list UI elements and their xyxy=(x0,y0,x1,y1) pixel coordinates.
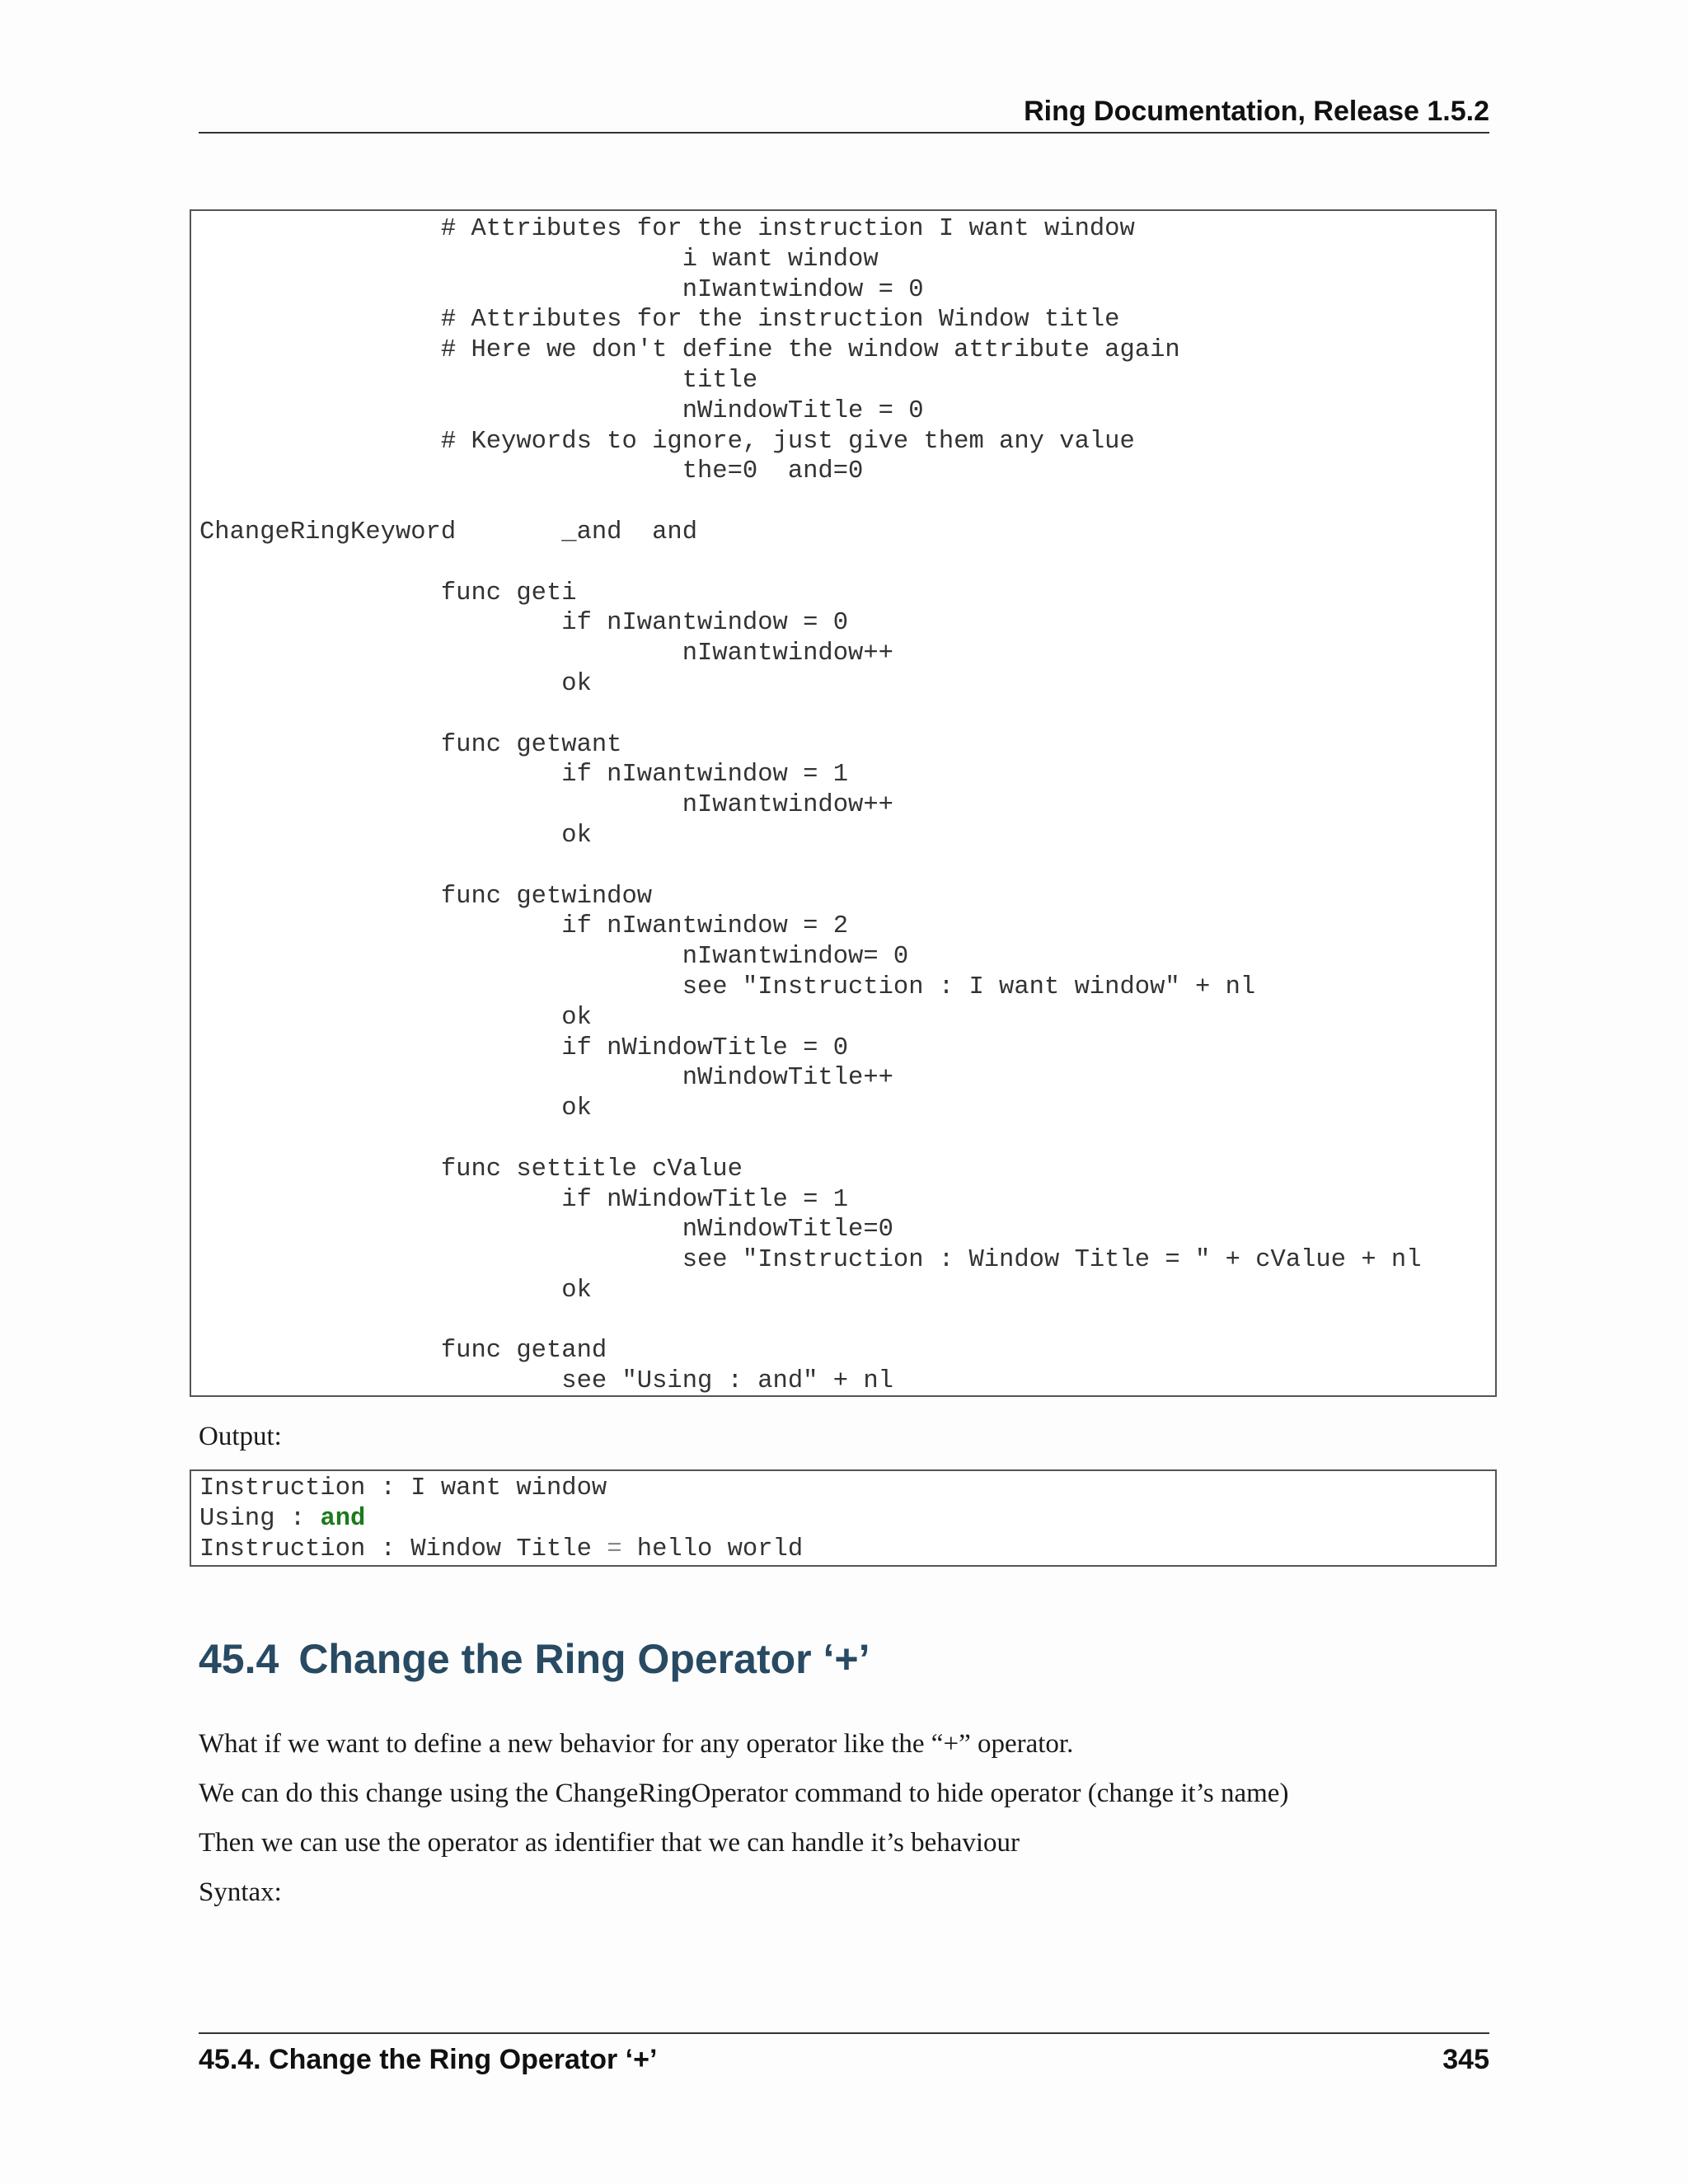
output-keyword-and: and xyxy=(320,1504,366,1533)
code-line: nIwantwindow = 0 xyxy=(199,275,924,304)
code-line: the=0 and=0 xyxy=(199,457,864,486)
code-block xyxy=(190,209,1497,1397)
paragraph-3: Then we can use the operator as identifier that we can handle it’s behaviour xyxy=(199,1828,1020,1858)
code-line: nIwantwindow++ xyxy=(199,640,893,668)
code-line: ok xyxy=(199,1276,592,1305)
output-line-2-prefix: Using : xyxy=(199,1504,321,1533)
code-line: # Keywords to ignore, just give them any value xyxy=(199,427,1135,456)
code-line: ChangeRingKeyword _and and xyxy=(199,518,697,546)
code-line: func geti xyxy=(199,579,577,607)
code-line: nWindowTitle = 0 xyxy=(199,396,924,425)
code-line: # Attributes for the instruction Window title xyxy=(199,306,1120,335)
paragraph-1: What if we want to define a new behavior for any operator like the “+” operator. xyxy=(199,1729,1074,1759)
code-line: nWindowTitle++ xyxy=(199,1064,893,1093)
code-line: # Attributes for the instruction I want window xyxy=(199,215,1135,243)
output-listing xyxy=(191,1474,1495,1564)
section-heading xyxy=(199,1634,870,1684)
code-line: func getand xyxy=(199,1337,607,1366)
code-line: nIwantwindow= 0 xyxy=(199,943,909,972)
output-operator: = xyxy=(607,1535,622,1563)
code-line: if nIwantwindow = 1 xyxy=(199,761,849,790)
code-line: if nWindowTitle = 1 xyxy=(199,1185,849,1214)
output-block xyxy=(190,1469,1497,1567)
code-line: func getwant xyxy=(199,730,622,759)
code-line: nIwantwindow++ xyxy=(199,791,893,820)
output-line-1: Instruction : I want window xyxy=(199,1474,607,1502)
code-line: func settitle cValue xyxy=(199,1155,743,1183)
code-line: if nWindowTitle = 0 xyxy=(199,1033,849,1062)
code-line: title xyxy=(199,366,758,395)
code-line: # Here we don't define the window attribute again xyxy=(199,336,1180,365)
page-footer xyxy=(199,2032,1489,2083)
section-number: 45.4 xyxy=(199,1636,279,1682)
output-line-3-prefix: Instruction : Window Title xyxy=(199,1535,607,1563)
page-number: 345 xyxy=(1442,2044,1489,2075)
paragraph-2: We can do this change using the ChangeRingOperator command to hide operator (change it’s name) xyxy=(199,1779,1289,1808)
code-listing xyxy=(191,214,1495,1397)
code-line: if nIwantwindow = 0 xyxy=(199,609,849,638)
output-line-3-suffix: hello world xyxy=(621,1535,804,1563)
code-line: ok xyxy=(199,669,592,698)
code-line: ok xyxy=(199,821,592,850)
footer-section-label: 45.4. Change the Ring Operator ‘+’ xyxy=(199,2044,658,2075)
code-line: see "Instruction : I want window" + nl xyxy=(199,972,1256,1001)
syntax-label: Syntax: xyxy=(199,1877,282,1907)
section-title: Change the Ring Operator ‘+’ xyxy=(298,1636,870,1682)
page-header xyxy=(199,91,1489,134)
code-line: see "Instruction : Window Title = " + cValue + nl xyxy=(199,1246,1422,1275)
output-label: Output: xyxy=(199,1422,282,1451)
code-line: nWindowTitle=0 xyxy=(199,1216,893,1244)
code-line: if nIwantwindow = 2 xyxy=(199,912,849,941)
document-title: Ring Documentation, Release 1.5.2 xyxy=(1024,96,1489,127)
code-line: ok xyxy=(199,1003,592,1032)
code-line: func getwindow xyxy=(199,882,653,911)
code-line: ok xyxy=(199,1094,592,1123)
code-line: see "Using : and" + nl xyxy=(199,1367,893,1396)
code-line: i want window xyxy=(199,245,879,274)
